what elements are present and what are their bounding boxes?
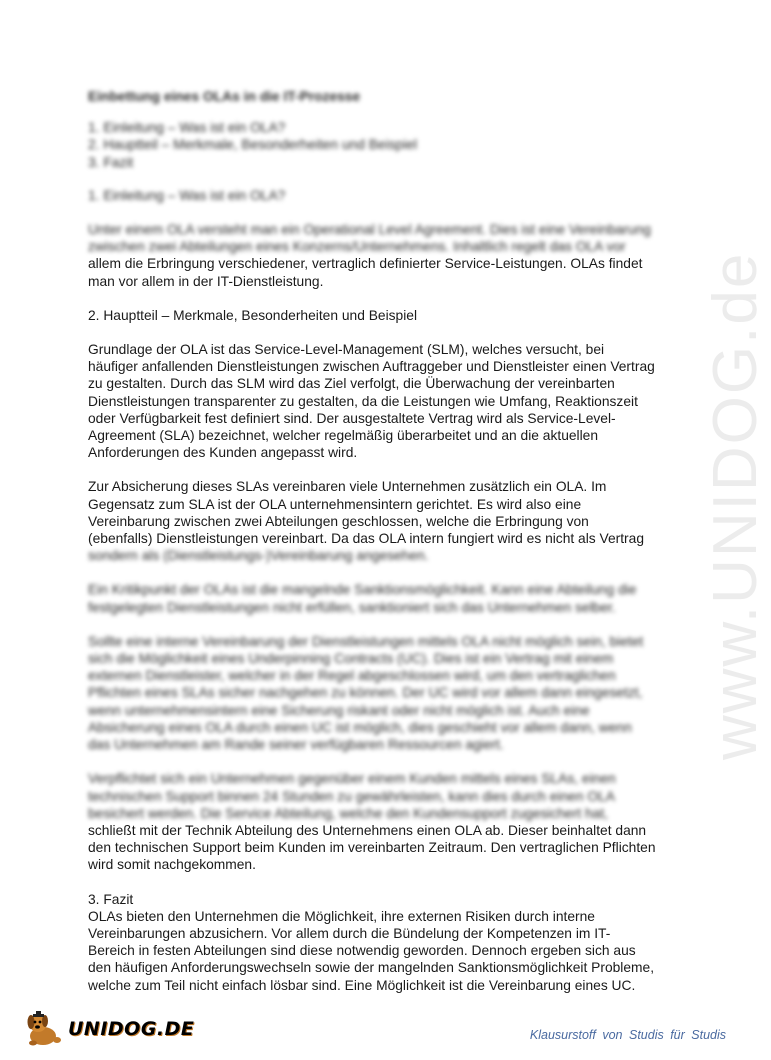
text-line: oder Verfügbarkeit fest definiert sind. Der ausgestaltete Vertrag wird als Service-Level- [88,410,616,426]
text-line: Absicherung eines OLA durch einen UC ist möglich, dies geschieht vor allem dann, wenn [88,719,632,735]
text-line: sich die Möglichkeit eines Underpinning Contracts (UC). Dies ist ein Vertrag mit einem [88,651,614,667]
text-line: (ebenfalls) Dienstleistungen vereinbart. Da das OLA intern fungiert wird es nicht als Vertrag [88,531,644,547]
footer-tagline: Klausurstoff von Studis für Studis [529,1028,726,1042]
unidog-logo[interactable] [24,1010,194,1048]
logo-text: UNIDOG.DE [68,1018,195,1040]
text-line: Grundlage der OLA ist das Service-Level-Management (SLM), welches versucht, bei [88,342,605,358]
text-line: OLAs bieten den Unternehmen die Möglichkeit, ihre externen Risiken durch interne [88,908,595,924]
text-line: Anforderungen des Kunden angepasst wird. [88,445,358,461]
toc-item: 2. Hauptteil – Merkmale, Besonderheiten und Beispiel [88,137,418,153]
blurred-intro [88,88,666,255]
section2-paragraph1 [88,341,666,461]
text-line: Zur Absicherung dieses SLAs vereinbaren viele Unternehmen zusätzlich ein OLA. Im [88,479,607,495]
text-line: Pflichten eines SLAs sicher nachgehen zu können. Der UC wird vor allem dann eingesetzt, [88,685,643,701]
text-line: Vereinbarung zwischen zwei Abteilungen geschlossen, welche die Erbringung von [88,513,589,529]
text-line: allem die Erbringung verschiedener, vertraglich definierter Service-Leistungen. OLAs findet [88,256,643,272]
toc-item: 1. Einleitung – Was ist ein OLA? [88,120,286,136]
section1-heading: 1. Einleitung – Was ist ein OLA? [88,187,286,203]
text-line: wird somit nachgekommen. [88,857,256,873]
section3-heading: 3. Fazit [88,891,134,907]
section1-blurred-line: zwischen zwei Abteilungen eines Konzerns/Unternehmens. Inhaltlich regelt das OLA vor [88,239,626,255]
toc-item: 3. Fazit [88,154,134,170]
text-line: wenn unternehmensintern eine Sicherung riskant oder nicht möglich ist. Auch eine [88,702,590,718]
section3-paragraph [88,908,666,994]
text-line: sondern als (Dienstleistungs-)Vereinbarung angesehen. [88,548,429,564]
blurred-middle [88,547,666,822]
text-line: Bereich in festen Abteilungen sind diese notwendig geworden. Dennoch ergeben sich aus [88,943,636,959]
section2-paragraph5 [88,822,666,874]
text-line: Verpflichtet sich ein Unternehmen gegenüber einem Kunden mittels eines SLAs, einen [88,771,616,787]
text-line: Vereinbarungen abzusichern. Vor allem durch die Bündelung der Kompetenzen im IT- [88,925,611,941]
watermark: www.UNIDOG.de [701,251,770,760]
text-line: zu gestalten. Durch das SLM wird das Ziel verfolgt, die Überwachung der vereinbarten [88,376,615,392]
section2-heading: 2. Hauptteil – Merkmale, Besonderheiten und Beispiel [88,307,418,323]
text-line: welche zum Teil nicht einfach lösbar sind. Eine Möglichkeit ist die Vereinbarung eines UC. [88,977,636,993]
text-line: technischen Support binnen 24 Stunden zu gewährleisten, kann dies durch einen OLA [88,788,615,804]
text-line: Sollte eine interne Vereinbarung der Dienstleistungen mittels OLA nicht möglich sein, bietet [88,633,644,649]
text-line: den häufigen Anforderungswechseln sowie der mangelnden Sanktionsmöglichkeit Probleme, [88,960,655,976]
text-line: externen Dienstleister, welcher in der Regel abgeschlossen wird, um den vertraglichen [88,668,616,684]
text-line: festgelegten Dienstleistungen nicht erfüllen, sanktioniert sich das Unternehmen selber. [88,599,616,615]
dog-mascot-icon [24,1010,66,1048]
text-line: häufiger anfallenden Dienstleistungen zwischen Auftraggeber und Dienstleister einen Vertrag [88,359,655,375]
text-line: Agreement (SLA) bezeichnet, welcher regelmäßig überarbeitet und an die aktuellen [88,428,599,444]
section1-blurred-line: Unter einem OLA versteht man ein Operational Level Agreement. Dies ist eine Vereinbarung [88,222,651,238]
text-line: Gegensatz zum SLA ist der OLA unternehmensintern gerichtet. Es wird also eine [88,496,582,512]
section1-visible-text [88,255,666,289]
document-title: Einbettung eines OLAs in die IT-Prozesse [88,89,361,104]
text-line: Dienstleistungen transparenter zu gestalten, da die Leistungen wie Umfang, Reaktionszeit [88,393,638,409]
text-line: Ein Kritikpunkt der OLAs ist die mangelnde Sanktionsmöglichkeit. Kann eine Abteilung die [88,582,637,598]
text-line: besichert werden. Die Service Abteilung, welche den Kundensupport zugesichert hat, [88,805,608,821]
text-line: man vor allem in der IT-Dienstleistung. [88,273,324,289]
table-of-contents [88,119,666,171]
document-body [88,88,666,994]
text-line: das Unternehmen am Rande seiner verfügbaren Ressourcen agiert. [88,737,504,753]
text-line: schließt mit der Technik Abteilung des Unternehmens einen OLA ab. Dieser beinhaltet dann [88,822,647,838]
section2-paragraph2 [88,478,666,547]
text-line: den technischen Support beim Kunden im vereinbarten Zeitraum. Den vertraglichen Pflichten [88,840,656,856]
